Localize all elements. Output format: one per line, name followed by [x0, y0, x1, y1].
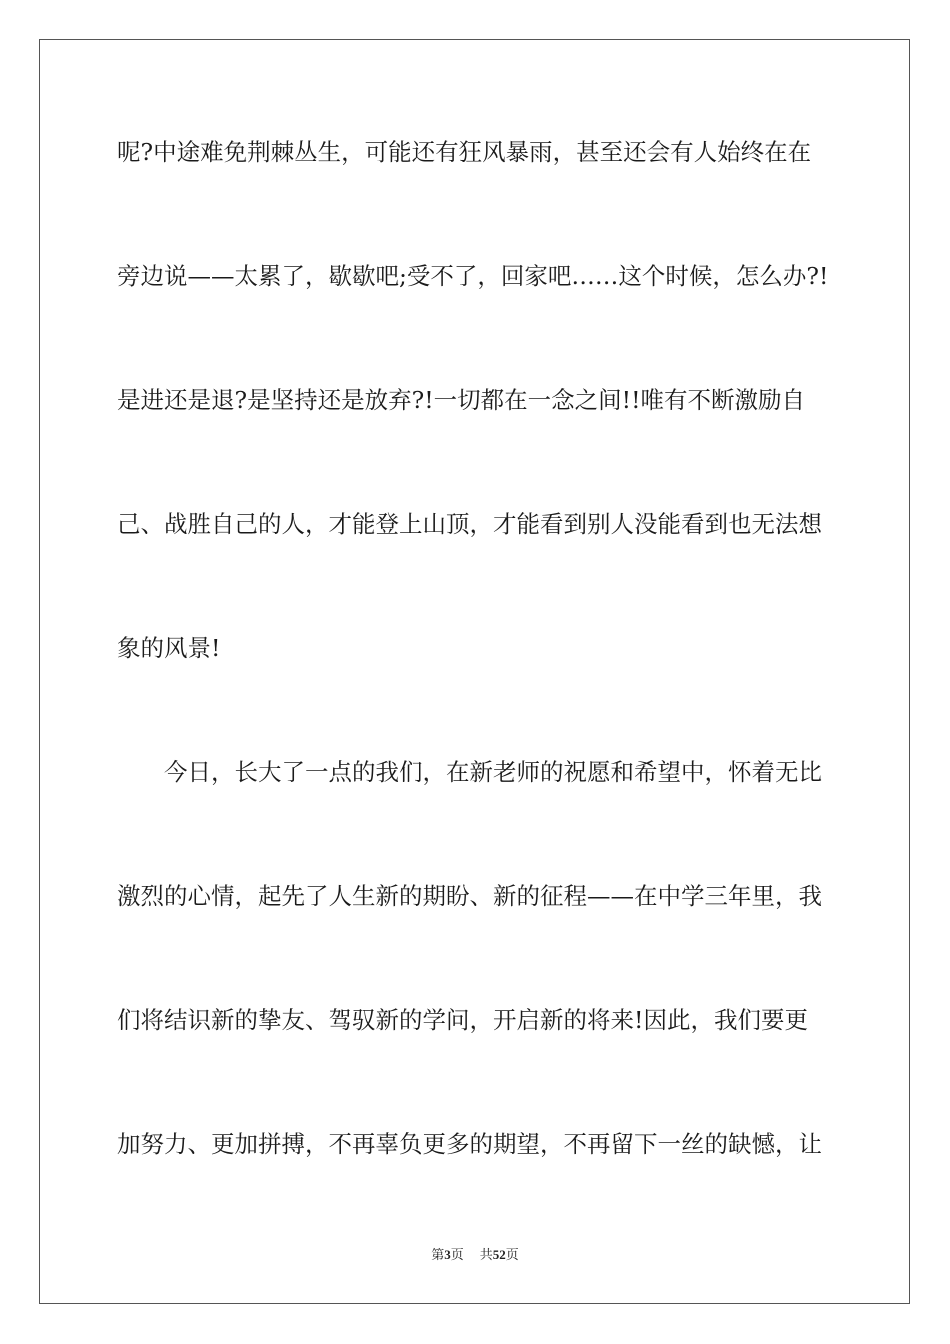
total-suffix: 页	[505, 1248, 519, 1263]
text-line-9: 加努力、更加拼搏，不再辜负更多的期望，不再留下一丝的缺憾，让	[117, 1130, 822, 1158]
text-line-5: 象的风景!	[117, 634, 221, 662]
total-prefix: 共	[479, 1248, 493, 1263]
text-line-8: 们将结识新的挚友、驾驭新的学问，开启新的将来!因此，我们要更	[117, 1006, 808, 1034]
text-line-6: 今日，长大了一点的我们，在新老师的祝愿和希望中，怀着无比	[164, 758, 822, 786]
text-line-1: 呢?中途难免荆棘丛生，可能还有狂风暴雨，甚至还会有人始终在在	[117, 138, 812, 166]
text-line-3: 是进还是退?是坚持还是放弃?!一切都在一念之间!!唯有不断激励自	[117, 386, 806, 414]
text-line-2: 旁边说——太累了，歇歇吧;受不了，回家吧……这个时候，怎么办?!	[117, 262, 829, 290]
page-number: 3	[444, 1247, 451, 1262]
text-line-4: 己、战胜自己的人，才能登上山顶，才能看到别人没能看到也无法想	[117, 510, 822, 538]
page-footer	[0, 1246, 950, 1265]
total-pages: 52	[492, 1247, 506, 1262]
text-line-7: 激烈的心情，起先了人生新的期盼、新的征程——在中学三年里，我	[117, 882, 822, 910]
page-suffix: 页	[450, 1248, 464, 1263]
page-prefix: 第	[431, 1248, 445, 1263]
document-body	[117, 118, 837, 1234]
